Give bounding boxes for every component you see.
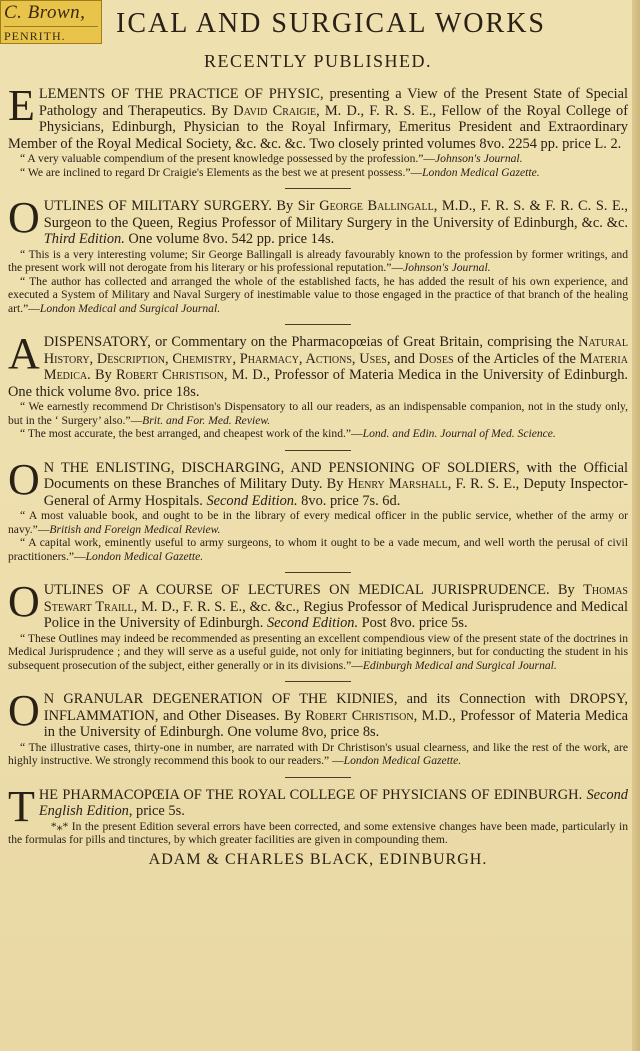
quote-text: “ A very valuable compendium of the present knowledge possessed by the profession.”—: [20, 152, 436, 166]
book-entry-medical-jurisprudence: [8, 577, 628, 672]
review-quote: [8, 536, 628, 563]
drop-cap: O: [8, 193, 40, 243]
quote-source: British and Foreign Medical Review.: [49, 522, 221, 536]
divider: [285, 681, 351, 682]
drop-cap: O: [8, 454, 40, 504]
divider: [285, 777, 351, 778]
book-entry-military-surgery: [8, 193, 629, 315]
drop-cap: T: [8, 781, 35, 831]
entry-text: LEMENTS OF THE PRACTICE OF PHYSIC, presenting a View of the Present State of Special Pathology and Therapeutics. By: [38, 86, 628, 119]
divider: [285, 324, 351, 325]
entry-text: HE PHARMACOPŒIA OF THE ROYAL COLLEGE OF PHYSICIANS OF EDINBURGH.: [38, 786, 587, 803]
quote-source: Edinburgh Medical and Surgical Journal.: [362, 658, 557, 672]
quote-source: Lond. and Edin. Journal of Med. Science.: [362, 427, 556, 441]
divider: [285, 188, 351, 189]
entry-text: , M.D., Professor of Materia Medica in the University of Edinburgh. One volume 8vo, price 8s.: [43, 707, 629, 741]
entry-description: [8, 781, 628, 831]
drop-cap: O: [8, 577, 40, 626]
quote-text: “ We earnestly recommend Dr Christison's Dispensatory to all our readers, as an indispensable companion, not in the study only, but in the ‘ Surgery’ also.”—: [8, 400, 628, 427]
entry-text: Post 8vo. price 5s.: [358, 615, 468, 632]
quote-text: “ The illustrative cases, thirty-one in number, are narrated with Dr Christison's usual clearness, and like the rest of the work, are highly instructive. We strongly recommend this book to our readers.” —: [8, 740, 628, 768]
quote-text: “ The most accurate, the best arranged, and cheapest work of the kind.”—: [20, 427, 363, 441]
quote-source: Johnson's Journal.: [435, 152, 523, 166]
entry-text: UTLINES OF A COURSE OF LECTURES ON MEDICAL JURISPRUDENCE. By: [43, 582, 584, 598]
entry-text: UTLINES OF MILITARY SURGERY. By Sir: [43, 198, 320, 215]
quote-text: “ This is a very interesting volume; Sir George Ballingall is already favourably known to the profession by former writings, and the present work will not derogate from his literary or his professional reputation.”—: [8, 247, 628, 275]
entry-text: 8vo. price 7s. 6d.: [297, 492, 401, 509]
review-quote: [8, 509, 628, 536]
entry-edition: Third Edition.: [43, 231, 125, 248]
entry-text: , price 5s.: [128, 803, 185, 820]
divider: [285, 450, 351, 451]
entry-edition: Second Edition.: [206, 492, 298, 509]
quote-source: London Medical and Surgical Journal.: [39, 301, 221, 315]
sticker-place: PENRITH.: [4, 26, 98, 43]
book-entry-practice-of-physic: [8, 81, 628, 179]
quote-text: “ A most valuable book, and ought to be in the library of every medical officer in the public service, whether of the army or navy.”—: [8, 509, 628, 536]
quote-source: Johnson's Journal.: [403, 261, 491, 275]
entry-author: Henry Marshall: [347, 476, 448, 493]
entry-author: Robert Christison: [116, 367, 224, 384]
entry-topic: Doses: [418, 350, 454, 367]
divider: [285, 572, 351, 573]
entry-text: One volume 8vo. 542 pp. price 14s.: [124, 231, 335, 248]
entry-description: [8, 329, 629, 400]
entry-text: , M. D., F. R. S. E., &c. &c., Regius Professor of Medical Jurisprudence and Medical Police in the University of Edinburgh.: [43, 598, 628, 632]
page-title: ICAL AND SURGICAL WORKS: [116, 8, 546, 39]
entry-author: David Craigie: [233, 102, 317, 119]
review-quote: [8, 166, 628, 179]
quote-source: London Medical Gazette.: [422, 165, 540, 179]
entry-text: , M. D., Professor of Materia Medica in the University of Edinburgh. One thick volume 8vo. price 18s.: [8, 367, 629, 400]
entry-text: of the Articles of the: [453, 350, 580, 367]
quote-text: “ These Outlines may indeed be recommended as presenting an excellent compendious view of the present state of the doctrines in Medical Jurisprudence ; and they will serve as a useful guide, not only for initiating beginners, but for conducting the student in his subsequent prosecution of the subject, either generally or in its divisions.”—: [8, 631, 628, 672]
quote-source: London Medical Gazette.: [85, 549, 204, 563]
entry-description: [8, 81, 628, 152]
sticker-name: C. Brown,: [4, 2, 86, 23]
review-quote: [8, 400, 628, 427]
entry-topic: Materia Medica: [43, 350, 628, 384]
bookseller-sticker: [0, 0, 102, 44]
review-quote: [8, 632, 628, 672]
entry-description: [8, 686, 629, 741]
entry-author: Thomas Stewart Traill: [43, 582, 628, 615]
entry-text: , M.D., F. R. S. & F. R. C. S. E., Surgeon to the Queen, Regius Professor of Military Surgery in the University of Edinburgh, &c. &c.: [43, 198, 629, 231]
drop-cap: A: [8, 329, 40, 378]
entry-text: and: [390, 350, 419, 367]
entry-text: DISPENSATORY, or Commentary on the Pharmacopœias of Great Britain, comprising the: [43, 334, 579, 350]
quote-text: “ We are inclined to regard Dr Craigie's Elements as the best we at present possess.”—: [20, 165, 423, 179]
edition-note: *⁎* In the present Edition several errors have been corrected, and some extensive changes have been made, particularly in the formulas for pills and tinctures, by which greater facilities are given in compounding them.: [8, 819, 628, 847]
book-entry-dispensatory: [8, 329, 629, 441]
entry-description: [8, 193, 629, 248]
entry-topics: Natural History, Description, Chemistry, Pharmacy, Actions, Uses,: [43, 334, 628, 367]
entry-text: , F. R. S. E., Deputy Inspector-General of Army Hospitals.: [43, 476, 629, 509]
drop-cap: O: [8, 686, 40, 735]
drop-cap: E: [8, 81, 35, 130]
page-subtitle: RECENTLY PUBLISHED.: [203, 51, 433, 71]
book-entry-enlisting-soldiers: [8, 454, 629, 563]
quote-text: “ A capital work, eminently useful to army surgeons, to whom it ought to be a vade mecum, and well worth the perusal of civil practitioners.”—: [8, 536, 628, 563]
entry-description: [8, 454, 629, 510]
book-entry-pharmacopoeia: [8, 781, 628, 847]
review-quote: [8, 741, 628, 768]
review-quote: [8, 275, 628, 315]
quote-text: “ The author has collected and arranged the whole of the established facts, he has added the result of his own experience, and executed a System of Military and Naval Surgery of inestimable value to those engaged in the practice of that branch of the healing art.”—: [8, 274, 628, 315]
review-quote: [8, 152, 628, 165]
entry-text: N GRANULAR DEGENERATION OF THE KIDNIES, and its Connection with DROPSY, INFLAMMATION, and Other Diseases. By: [43, 691, 628, 724]
review-quote: [8, 248, 628, 275]
entry-author: George Ballingall: [319, 198, 434, 215]
entry-description: [8, 577, 628, 632]
quote-source: Brit. and For. Med. Review.: [142, 413, 271, 427]
publisher-imprint: ADAM & CHARLES BLACK, EDINBURGH.: [148, 850, 488, 868]
entry-text: N THE ENLISTING, DISCHARGING, AND PENSIONING OF SOLDIERS, with the Official Documents on these Branches of Military Duty. By: [43, 459, 628, 493]
review-quote: [8, 427, 628, 440]
entry-text: , M. D., F. R. S. E., Fellow of the Royal College of Physicians, Edinburgh, Physician to the Royal Infirmary, Emeritus President and Extraordinary Member of the Royal Medical Society, &c. &c. &c. Two closely printed volumes 8vo. 2254 pp. price L. 2.: [8, 102, 628, 152]
quote-source: London Medical Gazette.: [343, 754, 462, 768]
book-entry-granular-degeneration: [8, 686, 629, 768]
page-edge: [632, 0, 640, 1051]
entry-edition: Second English Edition: [38, 786, 628, 820]
entry-edition: Second Edition.: [266, 615, 359, 632]
entry-text: . By: [87, 367, 117, 384]
entry-author: Robert Christison: [305, 707, 414, 724]
